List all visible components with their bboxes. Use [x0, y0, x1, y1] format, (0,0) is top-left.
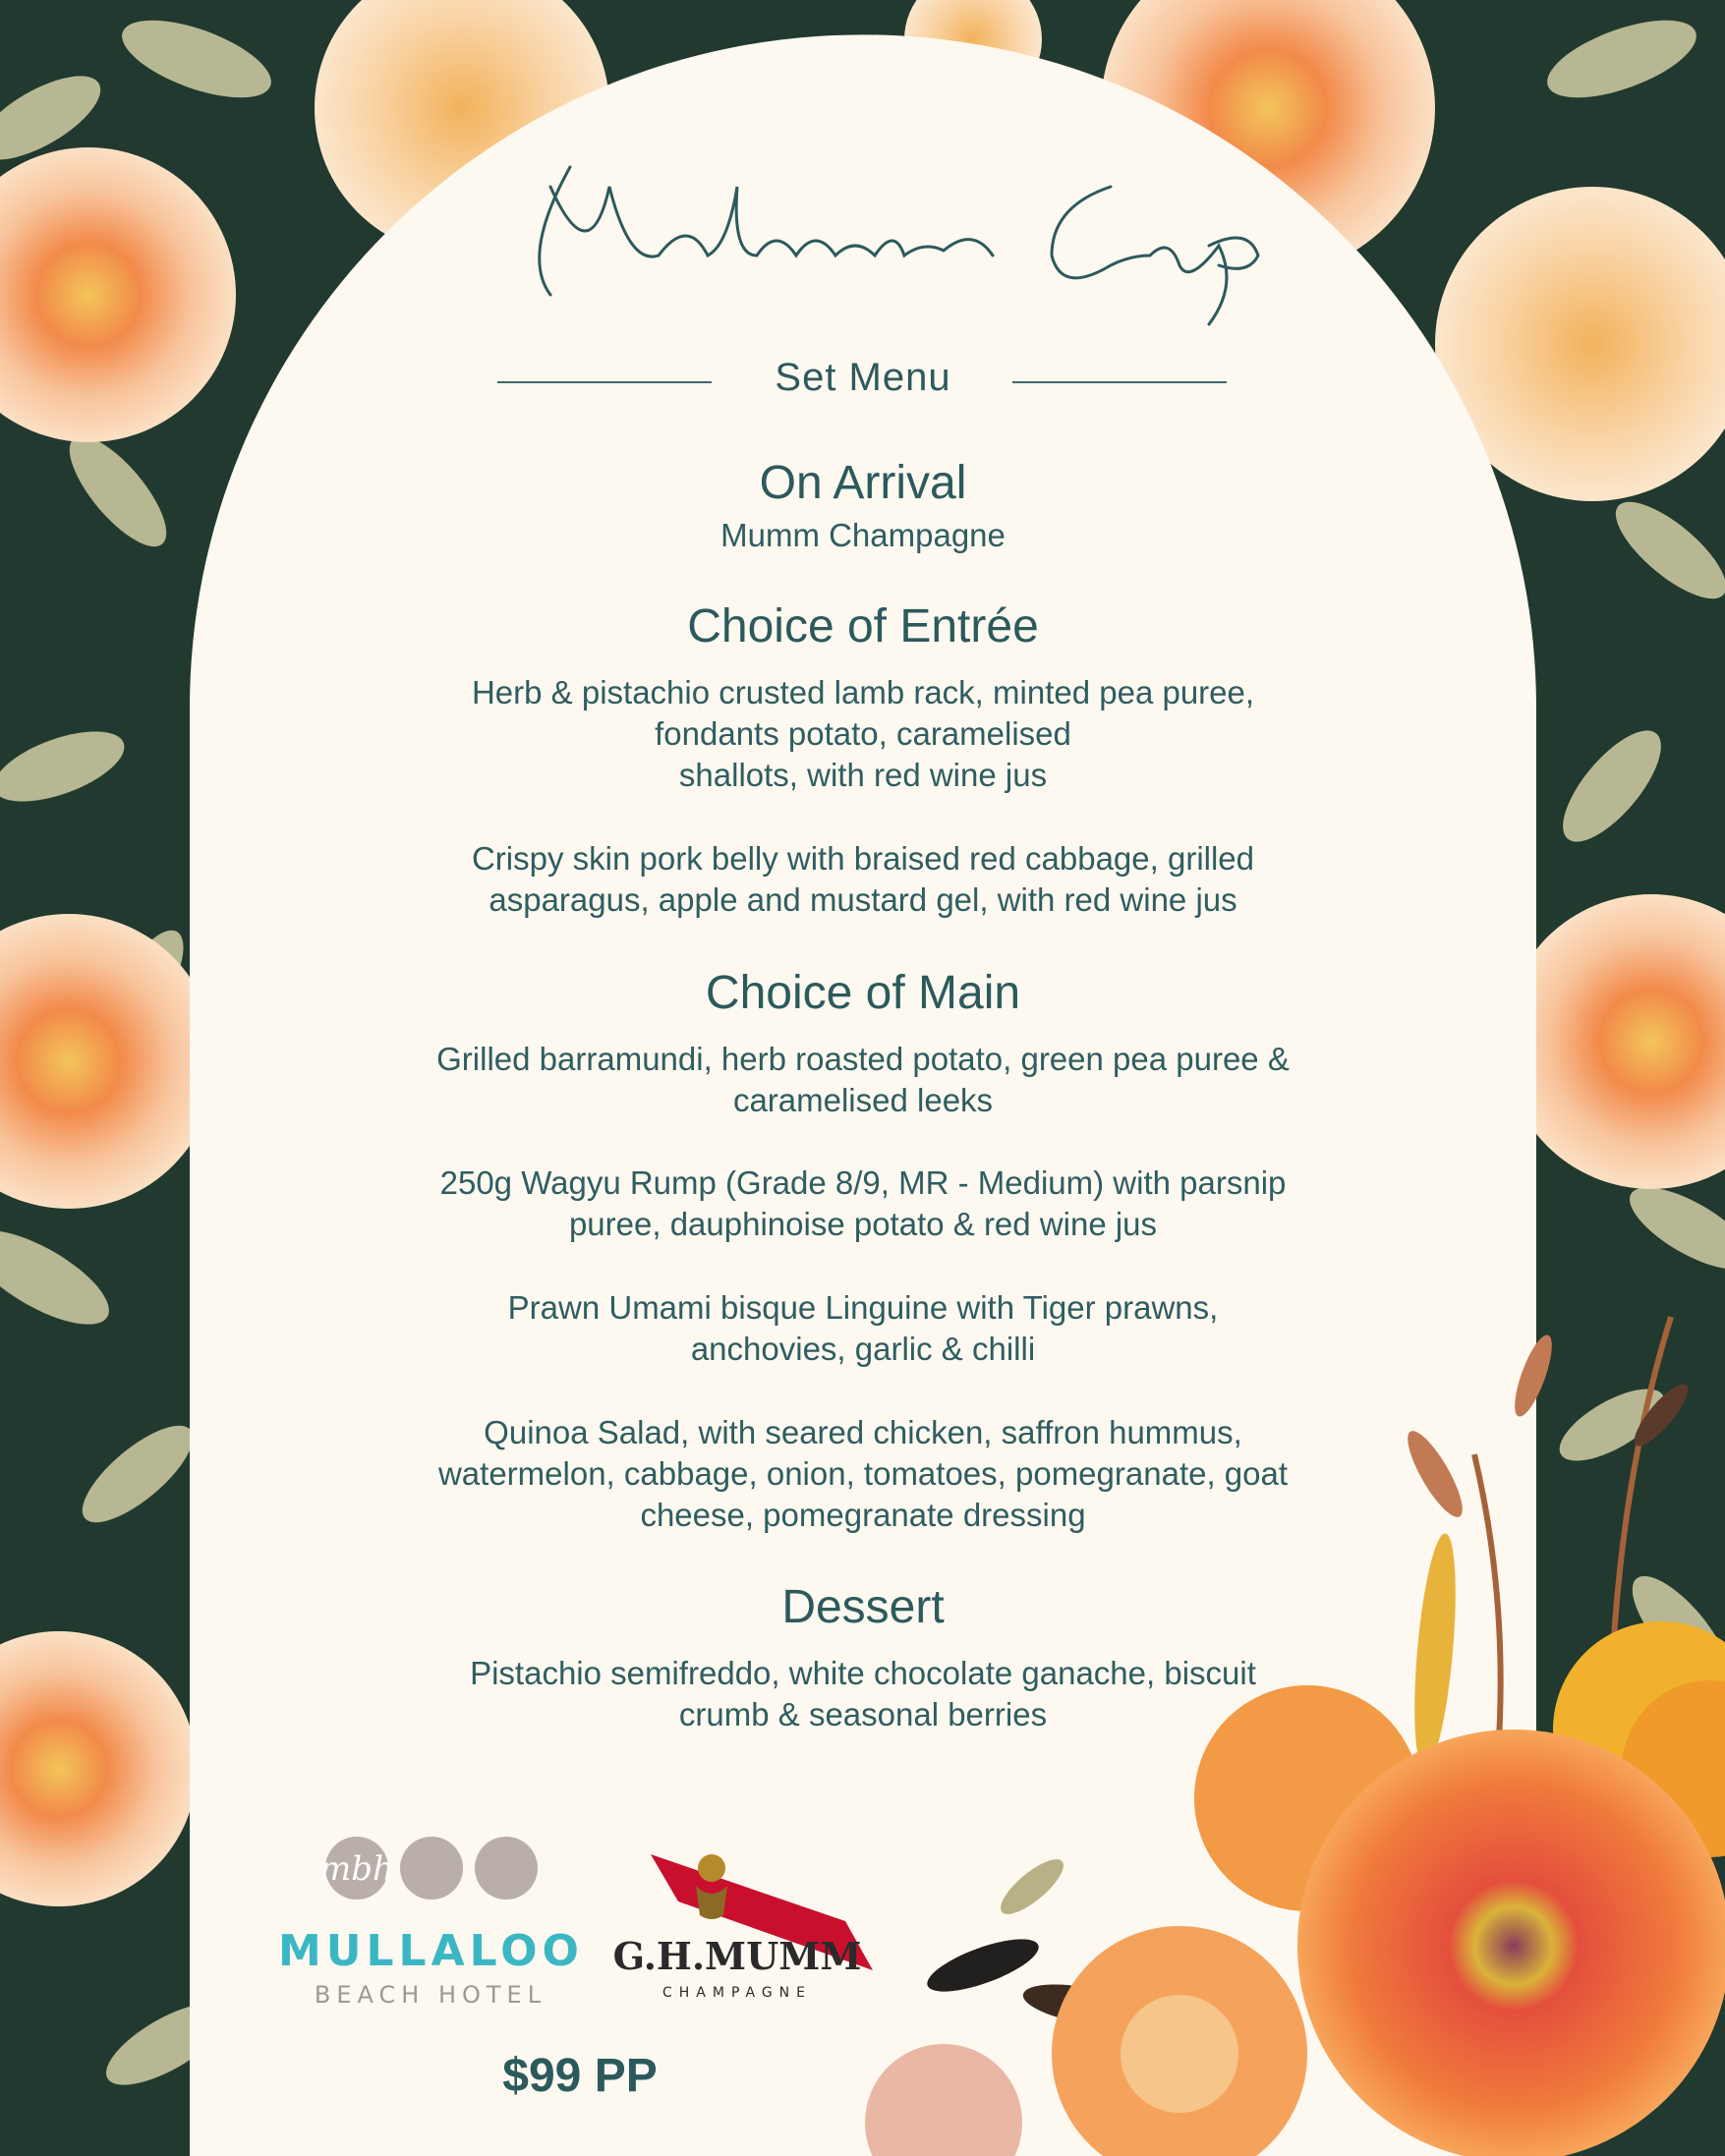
entree-pork-line2: asparagus, apple and mustard gel, with red wine jus — [489, 881, 1237, 918]
champagne-subname: CHAMPAGNE — [661, 1985, 812, 2001]
main-wagyu-line1: 250g Wagyu Rump (Grade 8/9, MR - Medium) with parsnip — [439, 1164, 1287, 1201]
main-quinoa-line1: Quinoa Salad, with seared chicken, saffron hummus, — [484, 1414, 1242, 1450]
entree-lamb-line2: fondants potato, caramelised — [655, 715, 1071, 752]
section-heading-entree: Choice of Entrée — [687, 600, 1039, 652]
main-quinoa-line2: watermelon, cabbage, onion, tomatoes, pomegranate, goat — [437, 1455, 1289, 1492]
hotel-mark-text: mbh — [319, 1849, 394, 1889]
title-script — [462, 135, 1297, 344]
price: $99 PP — [502, 2050, 658, 2102]
entree-pork-line1: Crispy skin pork belly with braised red cabbage, grilled — [471, 840, 1255, 877]
hotel-subname: BEACH HOTEL — [314, 1981, 547, 2009]
main-wagyu-line2: puree, dauphinoise potato & red wine jus — [568, 1206, 1158, 1242]
champagne-name: G.H.MUMM — [612, 1934, 862, 1978]
dessert-line1: Pistachio semifreddo, white chocolate ganache, biscuit — [470, 1655, 1256, 1691]
subtitle: Set Menu — [775, 356, 951, 399]
main-barramundi-line1: Grilled barramundi, herb roasted potato, green pea puree & — [436, 1041, 1290, 1077]
main-barramundi-line2: caramelised leeks — [732, 1082, 994, 1118]
section-heading-dessert: Dessert — [781, 1581, 945, 1633]
dessert-line2: crumb & seasonal berries — [678, 1696, 1048, 1732]
hotel-mark-icon — [319, 1836, 539, 1901]
entree-lamb-line1: Herb & pistachio crusted lamb rack, minted pea puree, — [471, 674, 1255, 710]
section-heading-arrival: On Arrival — [759, 457, 967, 509]
main-linguine-line2: anchovies, garlic & chilli — [690, 1331, 1036, 1367]
entree-lamb-line3: shallots, with red wine jus — [678, 757, 1048, 793]
main-quinoa-line3: cheese, pomegranate dressing — [640, 1497, 1086, 1533]
hotel-name: MULLALOO — [278, 1926, 584, 1976]
arrival-drink: Mumm Champagne — [720, 517, 1006, 553]
title-text: Melbourne Cup — [462, 135, 570, 151]
section-heading-main: Choice of Main — [705, 967, 1021, 1019]
main-linguine-line1: Prawn Umami bisque Linguine with Tiger prawns, — [507, 1289, 1219, 1326]
